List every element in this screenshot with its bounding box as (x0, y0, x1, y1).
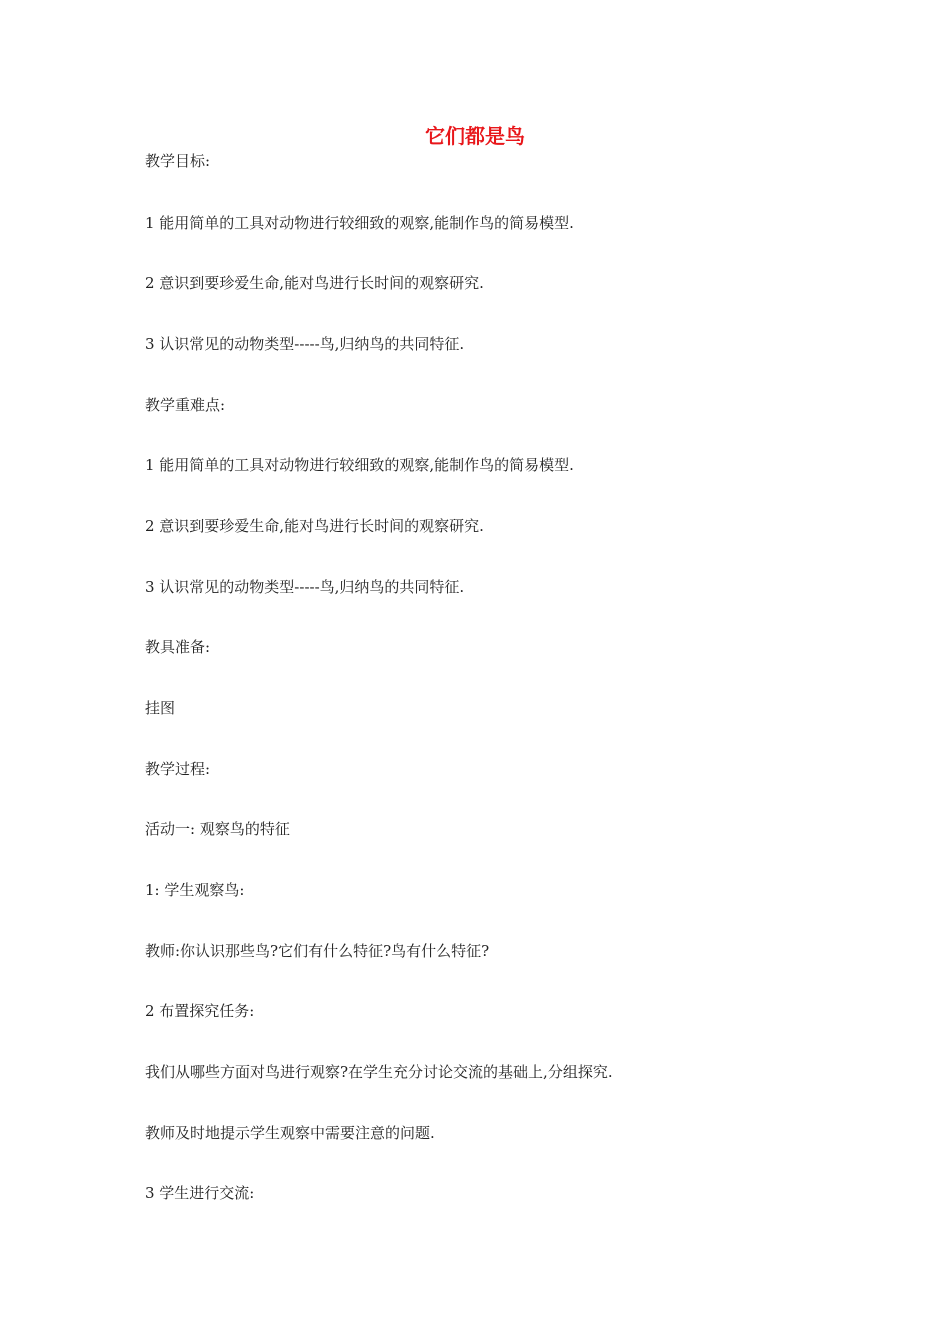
task-description: 我们从哪些方面对鸟进行观察?在学生充分讨论交流的基础上,分组探究. (145, 1063, 613, 1081)
objective-item-1: 1 能用简单的工具对动物进行较细致的观察,能制作鸟的简易模型. (145, 214, 574, 232)
objective-item-2: 2 意识到要珍爱生命,能对鸟进行长时间的观察研究. (145, 274, 484, 292)
key-point-item-3: 3 认识常见的动物类型-----鸟,归纳鸟的共同特征. (145, 578, 465, 596)
key-point-item-2: 2 意识到要珍爱生命,能对鸟进行长时间的观察研究. (145, 517, 484, 535)
process-step-3: 3 学生进行交流: (145, 1184, 255, 1202)
activity-heading: 活动一: 观察鸟的特征 (145, 820, 290, 838)
section-heading-objectives: 教学目标: (145, 152, 211, 170)
process-step-1: 1: 学生观察鸟: (145, 881, 245, 899)
teacher-question: 教师:你认识那些鸟?它们有什么特征?鸟有什么特征? (145, 942, 490, 960)
key-point-item-1: 1 能用简单的工具对动物进行较细致的观察,能制作鸟的简易模型. (145, 456, 574, 474)
process-step-2: 2 布置探究任务: (145, 1002, 255, 1020)
document-title: 它们都是鸟 (425, 124, 525, 148)
section-heading-process: 教学过程: (145, 760, 211, 778)
section-heading-materials: 教具准备: (145, 638, 211, 656)
section-heading-key-points: 教学重难点: (145, 396, 226, 414)
objective-item-3: 3 认识常见的动物类型-----鸟,归纳鸟的共同特征. (145, 335, 465, 353)
teacher-hint: 教师及时地提示学生观察中需要注意的问题. (145, 1124, 435, 1142)
materials-item: 挂图 (145, 699, 176, 717)
